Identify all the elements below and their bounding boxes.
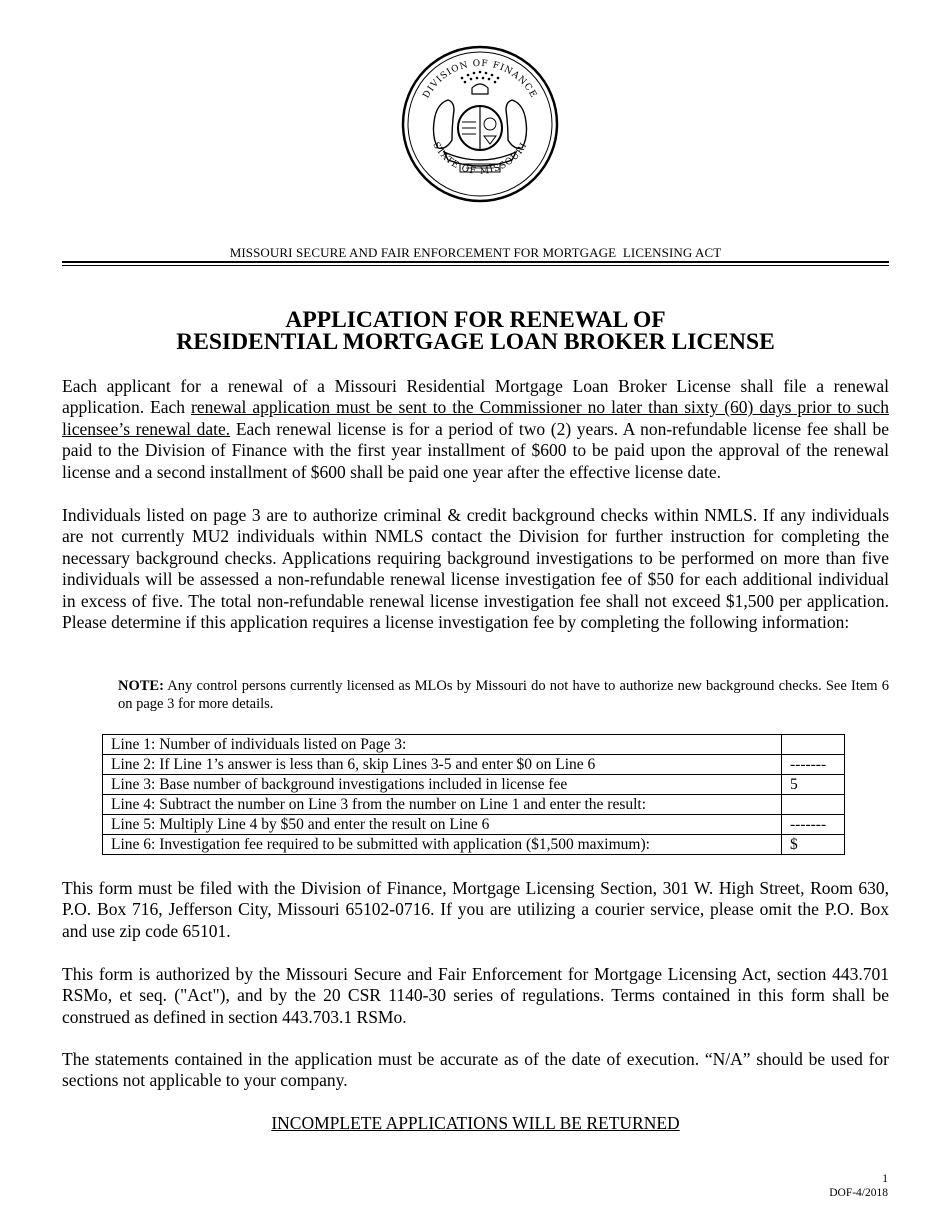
- line-1-input[interactable]: [782, 735, 845, 755]
- intro-text-start: Each applicant for a renewal of a Missouri Residential Mortgage Loan Broker License shall file a renewal application. Each: [62, 376, 889, 418]
- investigation-fee-table: [102, 734, 845, 855]
- line-label: Line 2: If Line 1’s answer is less than 6, skip Lines 3-5 and enter $0 on Line 6: [103, 755, 782, 775]
- filing-address-paragraph: This form must be filed with the Division of Finance, Mortgage Licensing Section, 301 W. High Street, Room 630, P.O. Box 716, Jefferson City, Missouri 65102-0716. If you are utilizing a courier service, please omit the P.O. Box and use zip code 65101.: [62, 878, 889, 941]
- title-line-2: RESIDENTIAL MORTGAGE LOAN BROKER LICENSE: [176, 329, 775, 355]
- missouri-division-of-finance-seal: [400, 44, 560, 204]
- line-label: Line 6: Investigation fee required to be submitted with application ($1,500 maximum):: [103, 835, 782, 855]
- table-row: [103, 755, 845, 775]
- line-4-input[interactable]: [782, 795, 845, 815]
- incomplete-warning: INCOMPLETE APPLICATIONS WILL BE RETURNED: [271, 1113, 680, 1133]
- line-label: Line 3: Base number of background investigations included in license fee: [103, 775, 782, 795]
- line-label: Line 5: Multiply Line 4 by $50 and enter the result on Line 6: [103, 815, 782, 835]
- title-line-1: APPLICATION FOR RENEWAL OF: [285, 307, 666, 333]
- form-code: DOF-4/2018: [829, 1187, 888, 1199]
- authority-paragraph: This form is authorized by the Missouri Secure and Fair Enforcement for Mortgage Licensing Act, section 443.701 RSMo, et seq. ("Act"), and by the 20 CSR 1140-30 series of regulations. Terms contained in this form shall be construed as defined in section 443.703.1 RSMo.: [62, 964, 889, 1027]
- line-5-value: -------: [782, 815, 845, 835]
- header-divider-thin: [62, 265, 889, 266]
- line-3-value: 5: [782, 775, 845, 795]
- page-number: 1: [882, 1173, 888, 1185]
- line-label: Line 1: Number of individuals listed on Page 3:: [103, 735, 782, 755]
- svg-text:DIVISION OF FINANCE: DIVISION OF FINANCE: [421, 58, 539, 101]
- act-name-header: MISSOURI SECURE AND FAIR ENFORCEMENT FOR MORTGAGE LICENSING ACT: [229, 245, 722, 260]
- header-divider-thick: [62, 261, 889, 263]
- note-text: Any control persons currently licensed as MLOs by Missouri do not have to authorize new background checks. See Item 6 on page 3 for more details.: [118, 678, 889, 712]
- line-6-fee-input[interactable]: $: [782, 835, 845, 855]
- renewal-deadline-notice: renewal application must be sent to the Commissioner no later than sixty (60) days prior to such licensee’s renewal date.: [62, 397, 890, 439]
- page-title: [62, 309, 889, 353]
- table-row: [103, 795, 845, 815]
- note-paragraph: [118, 677, 889, 713]
- intro-paragraph-renewal: [62, 376, 889, 483]
- accuracy-paragraph: The statements contained in the application must be accurate as of the date of execution. “N/A” should be used for sections not applicable to your company.: [62, 1049, 889, 1091]
- table-row: [103, 735, 845, 755]
- table-row: [103, 815, 845, 835]
- line-2-value: -------: [782, 755, 845, 775]
- line-label: Line 4: Subtract the number on Line 3 from the number on Line 1 and enter the result:: [103, 795, 782, 815]
- table-row: [103, 775, 845, 795]
- table-row: [103, 835, 845, 855]
- svg-text:STATE OF MISSOURI: STATE OF MISSOURI: [430, 140, 530, 177]
- note-label: NOTE:: [118, 678, 164, 694]
- background-check-paragraph: Individuals listed on page 3 are to authorize criminal & credit background checks within NMLS. If any individuals are not currently MU2 individuals within NMLS contact the Division for further instruction for completing the necessary background checks. Applications requiring background investigations to be performed on more than five individuals will be assessed a non-refundable renewal license investigation fee of $50 for each additional individual in excess of five. The total non-refundable renewal license investigation fee shall not exceed $1,500 per application. Please determine if this application requires a license investigation fee by completing the following information:: [62, 505, 889, 633]
- intro-text-end: Each renewal license is for a period of two (2) years. A non-refundable license fee shall be paid to the Division of Finance with the first year installment of $600 to be paid upon the approval of the renewal license and a second installment of $600 shall be paid one year after the effective license date.: [62, 418, 889, 482]
